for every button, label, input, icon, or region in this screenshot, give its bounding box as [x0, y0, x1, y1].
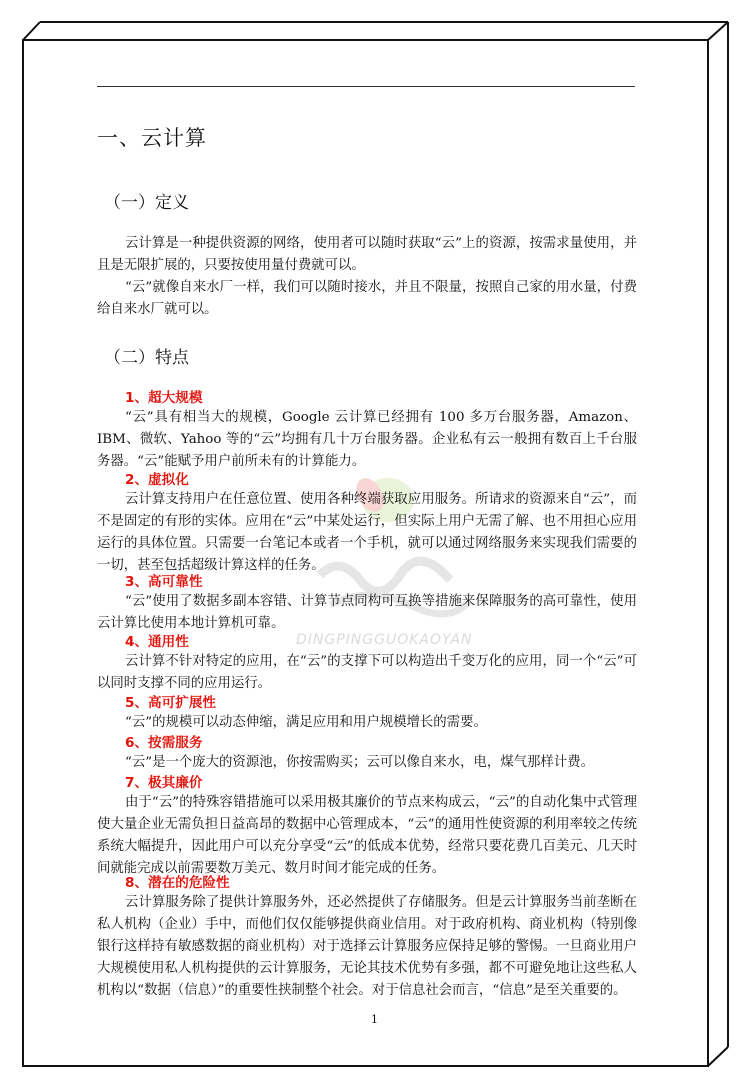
definition-paragraph-2: “云”就像自来水厂一样，我们可以随时接水，并且不限量，按照自己家的用水量，付费给自来水厂就可以。 [97, 280, 637, 317]
feature-6-text: “云”是一个庞大的资源池，你按需购买；云可以像自来水，电，煤气那样计费。 [125, 755, 594, 770]
feature-5-title: 5、高可扩展性 [125, 695, 217, 711]
watermark-text: DINGPINGGUOKAOYAN [296, 632, 473, 648]
feature-5-text: “云”的规模可以动态伸缩，满足应用和用户规模增长的需要。 [125, 715, 487, 730]
header-rule [97, 86, 635, 87]
feature-8-title: 8、潜在的危险性 [125, 875, 230, 891]
feature-3-title: 3、高可靠性 [125, 574, 203, 590]
feature-8-text: 云计算服务除了提供计算服务外，还必然提供了存储服务。但是云计算服务当前垄断在私人机构（企业）手中，而他们仅仅能够提供商业信用。对于政府机构、商业机构（特别像银行这样持有敏感数据的商业机构）对于选择云计算服务应保持足够的警惕。一旦商业用户大规模使用私人机构提供的云计算服务，无论其技术优势有多强，都不可避免地让这些私人机构以“数据（信息）”的重要性挟制整个社会。对于信息社会而言，“信息”是至关重要的。 [97, 895, 637, 998]
page-number: 1 [371, 1013, 378, 1026]
feature-6-title: 6、按需服务 [125, 735, 203, 751]
feature-7-title: 7、极其廉价 [125, 775, 203, 791]
feature-4-title: 4、通用性 [125, 634, 189, 650]
section-definition-title: （一）定义 [104, 193, 189, 213]
feature-4-text: 云计算不针对特定的应用，在“云”的支撑下可以构造出千变万化的应用，同一个“云”可以同时支撑不同的应用运行。 [97, 654, 637, 691]
definition-paragraph-1: 云计算是一种提供资源的网络，使用者可以随时获取“云”上的资源，按需求量使用，并且是无限扩展的，只要按使用量付费就可以。 [97, 236, 637, 273]
feature-1-text: “云”具有相当大的规模，Google 云计算已经拥有 100 多万台服务器，Amazon、IBM、微软、Yahoo 等的“云”均拥有几十万台服务器。企业私有云一般拥有数百上千台服务器。“云”能赋予用户前所未有的计算能力。 [97, 410, 637, 469]
heading-cloud-computing: 一、云计算 [97, 126, 207, 150]
feature-7-text: 由于“云”的特殊容错措施可以采用极其廉价的节点来构成云，“云”的自动化集中式管理使大量企业无需负担日益高昂的数据中心管理成本，“云”的通用性使资源的利用率较之传统系统大幅提升，因此用户可以充分享受“云”的低成本优势，经常只要花费几百美元、几天时间就能完成以前需要数万美元、数月时间才能完成的任务。 [97, 795, 637, 876]
feature-2-text: 云计算支持用户在任意位置、使用各种终端获取应用服务。所请求的资源来自“云”，而不是固定的有形的实体。应用在“云”中某处运行，但实际上用户无需了解、也不用担心应用运行的具体位置。只需要一台笔记本或者一个手机，就可以通过网络服务来实现我们需要的一切，甚至包括超级计算这样的任务。 [97, 492, 637, 573]
feature-3-text: “云”使用了数据多副本容错、计算节点同构可互换等措施来保障服务的高可靠性，使用云计算比使用本地计算机可靠。 [97, 594, 637, 631]
feature-1-title: 1、超大规模 [125, 390, 203, 406]
feature-2-title: 2、虚拟化 [125, 472, 189, 488]
section-features-title: （二）特点 [104, 348, 189, 368]
